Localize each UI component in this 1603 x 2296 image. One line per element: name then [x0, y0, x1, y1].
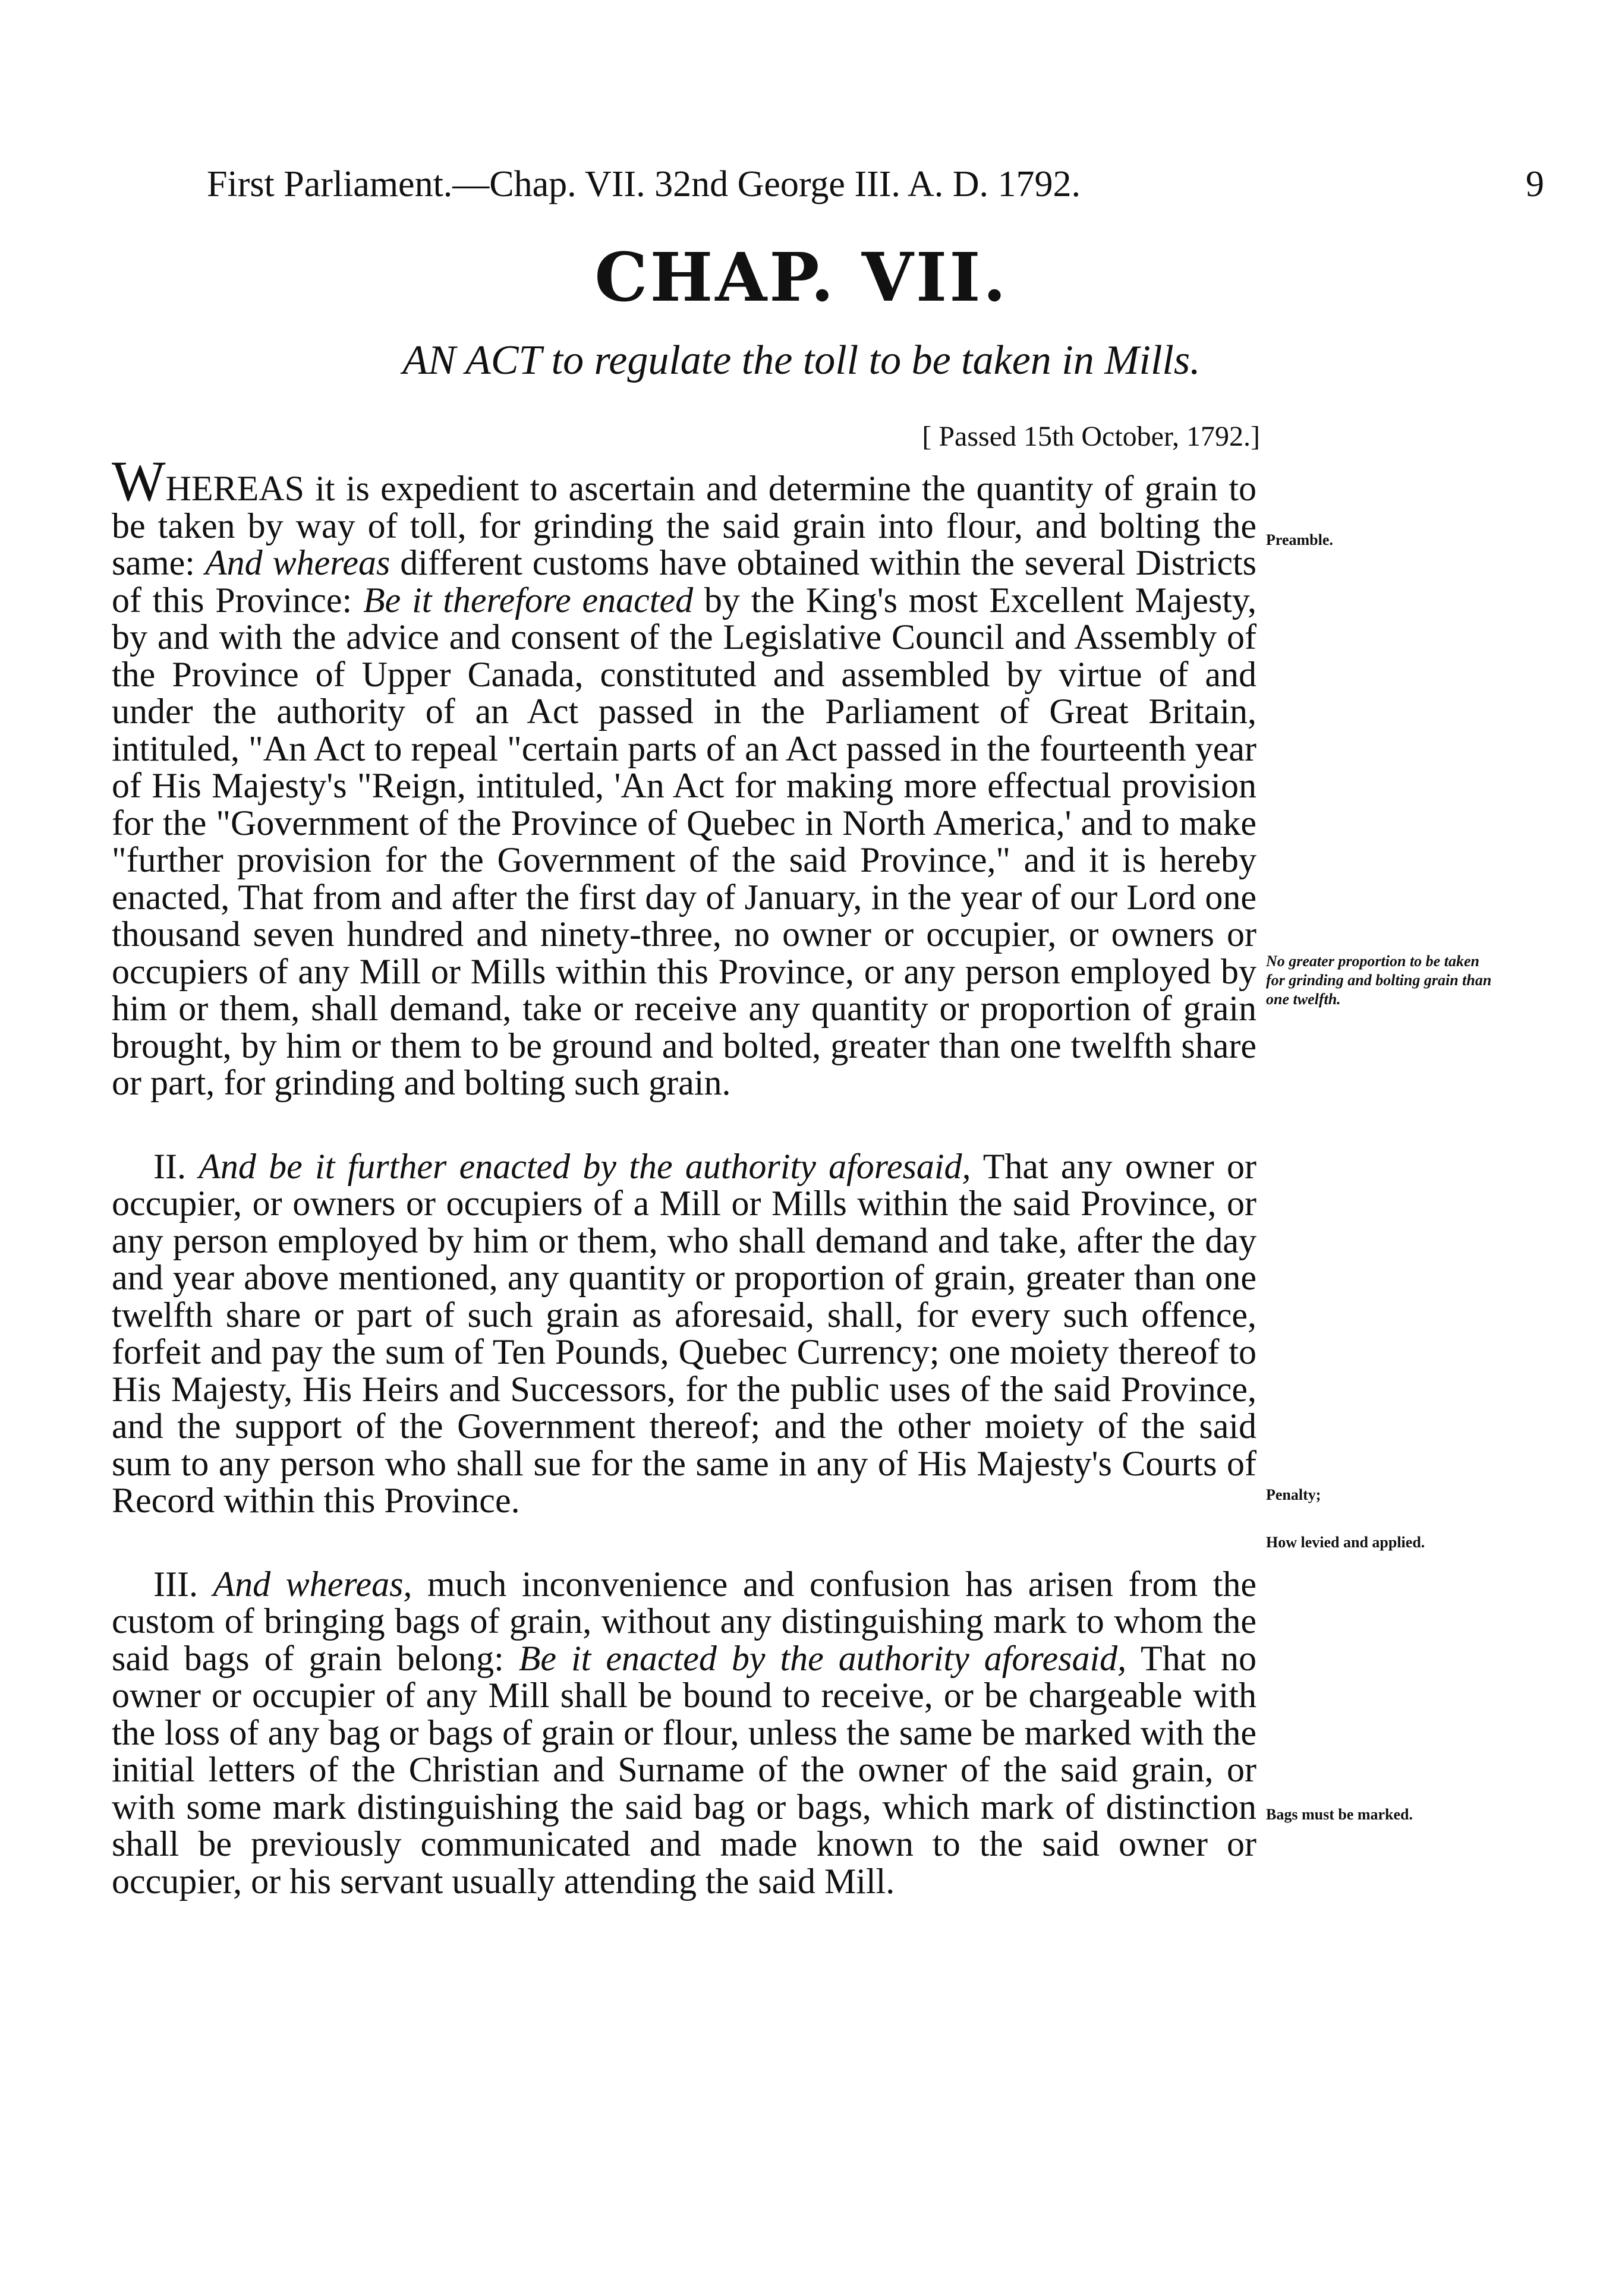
section-3-italic-b: Be it enacted by the authority aforesaid, [518, 1638, 1127, 1678]
section-3-numeral: III. [153, 1564, 213, 1604]
act-title: AN ACT to regulate the toll to be taken in Mills. [402, 338, 1201, 383]
margin-note-penalty: Penalty; [1266, 1486, 1321, 1503]
margin-note-proportion: No greater proportion to be taken for grinding and bolting grain than one twelfth. [1266, 953, 1492, 1008]
section-1-italic-a: And whereas [204, 543, 390, 582]
running-head [207, 160, 1544, 208]
section-1-italic-b: Be it therefore enacted [363, 580, 694, 620]
section-2-paragraph [112, 1148, 1256, 1519]
running-head-text: First Parliament.—Chap. VII. 32nd George III. A. D. 1792. [207, 164, 1081, 204]
section-1-text-b: different customs have obtained within the several Districts of this Province: [112, 543, 1256, 620]
section-3-text-a: much inconvenience and confusion has arisen from the custom of bringing bags of grain, without any distinguishing mark to whom the said bags of grain belong: [112, 1564, 1256, 1678]
margin-note-preamble: Preamble. [1266, 531, 1333, 548]
section-1-paragraph [112, 449, 1256, 1102]
section-1-text-c: by the King's most Excellent Majesty, by and with the advice and consent of the Legislative Council and Assembly of the Province of Upper Canada, constituted and assembled by virtue of and under the authority of an Act passed in the Parliament of Great Britain, intituled, "An Act to repeal "certain parts of an Act passed in the fourteenth year of His Majesty's "Reign, intituled, 'An Act for making more effectual provision for the "Government of the Province of Quebec in North America,' and to make "further provision for the Government of the said Province," and it is hereby enacted, That from and after the first day of January, in the year of our Lord one thousand seven hundred and ninety-three, no owner or occupier, or owners or occupiers of any Mill or Mills within this Province, or any person employed by him or them, shall demand, take or receive any quantity or proportion of grain brought, by him or them to be ground and bolted, greater than one twelfth share or part, for grinding and bolting such grain. [112, 580, 1256, 1102]
margin-note-applied: How levied and applied. [1266, 1534, 1425, 1551]
section-3-italic-a: And whereas, [213, 1564, 412, 1604]
section-2-italic: And be it further enacted by the authority aforesaid, [199, 1146, 971, 1186]
chapter-title: CHAP. VII. [594, 239, 1009, 317]
section-3-text-b: That no owner or occupier of any Mill shall be bound to receive, or be chargeable with the loss of any bag or bags of grain or flour, unless the same be marked with the initial letters of the Christian and Surname of the owner of the said grain, or with some mark distinguishing the said bag or bags, which mark of distinction shall be previously communicated and made known to the said owner or occupier, or his servant usually attending the said Mill. [112, 1638, 1256, 1901]
margin-note-bags: Bags must be marked. [1266, 1806, 1413, 1823]
page-number: 9 [1526, 164, 1544, 204]
section-2-text: That any owner or occupier, or owners or occupiers of a Mill or Mills within the said Province, or any person employed by him or them, who shall demand and take, after the day and year above mentioned, any quantity or proportion of grain, greater than one twelfth share or part of such grain as aforesaid, shall, for every such offence, forfeit and pay the sum of Ten Pounds, Quebec Currency; one moiety thereof to His Majesty, His Heirs and Successors, for the public uses of the said Province, and the support of the Government thereof; and the other moiety of the said sum to any person who shall sue for the same in any of His Majesty's Courts of Record within this Province. [112, 1146, 1257, 1520]
passed-date: [ Passed 15th October, 1792.] [922, 421, 1260, 452]
section-1-text-a: HEREAS it is expedient to ascertain and determine the quantity of grain to be taken by way of toll, for grinding the said grain into flour, and bolting the same: [112, 469, 1256, 582]
act-body [112, 449, 1257, 1901]
section-3-paragraph [112, 1566, 1256, 1900]
section-2-numeral: II. [153, 1146, 199, 1186]
drop-cap: W [112, 449, 166, 513]
